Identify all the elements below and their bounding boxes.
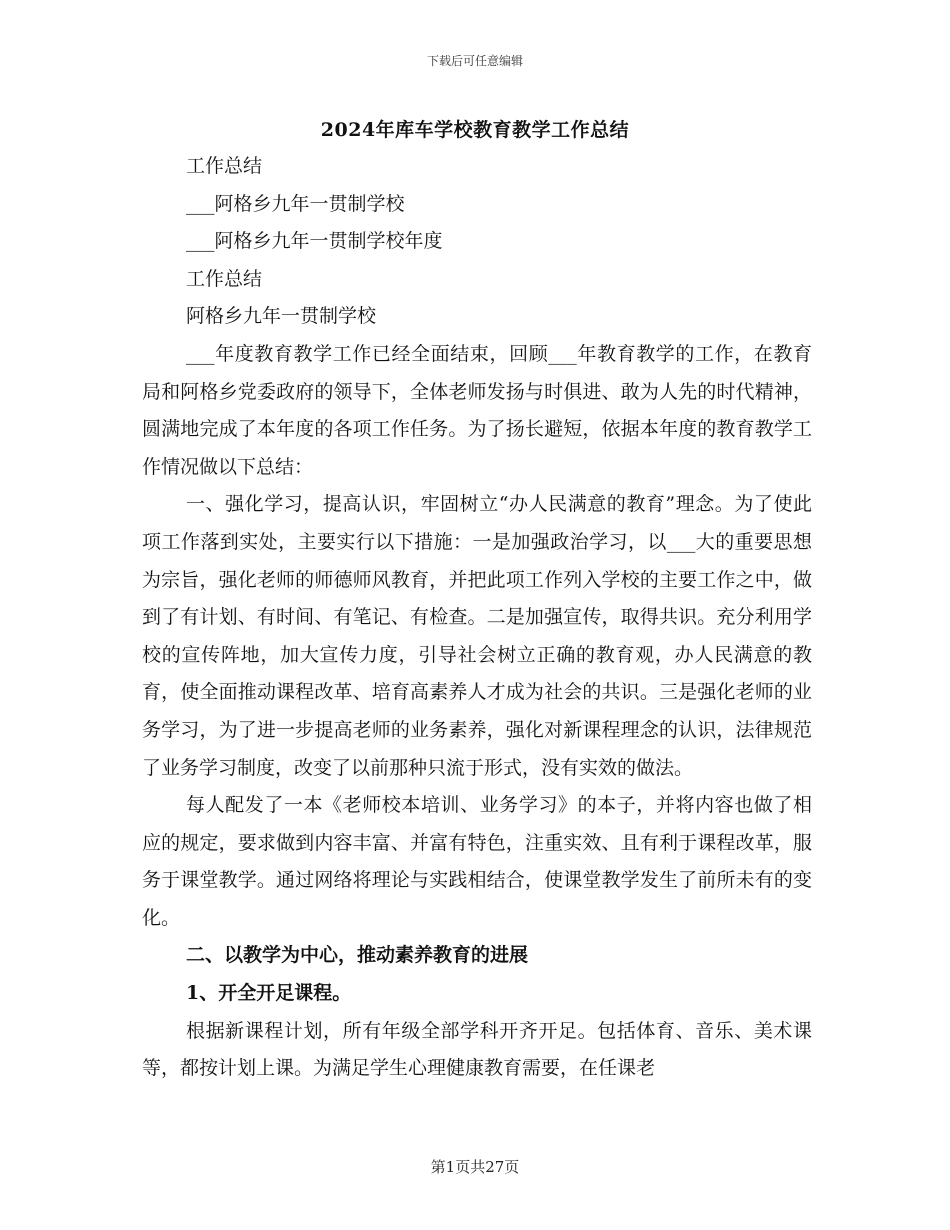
text-line: 工作总结 [186, 155, 263, 177]
page-footer: 第1页共27页 [430, 1158, 520, 1176]
text-line: 工作总结 [186, 267, 263, 290]
body-paragraph: 根据新课程计划，所有年级全部学科开齐开足。包括体育、音乐、美术课等，都按计划上课。为满足学生心理健康教育需要，在任课老 [142, 1019, 812, 1080]
section-heading: 二、以教学为中心，推动素养教育的进展 [186, 944, 529, 967]
text-line: ___阿格乡九年一贯制学校年度 [186, 230, 443, 253]
text-line: 阿格乡九年一贯制学校 [186, 305, 377, 328]
page-header-note: 下载后可任意编辑 [426, 54, 523, 68]
subsection-heading: 1、开全开足课程。 [186, 982, 352, 1005]
text-line: ___阿格乡九年一贯制学校 [186, 192, 405, 215]
document-body [142, 148, 812, 1088]
body-paragraph: ___年度教育教学工作已经全面结束，回顾___年教育教学的工作，在教育局和阿格乡党委政府的领导下，全体老师发扬与时俱进、敢为人先的时代精神，圆满地完成了本年度的各项工作任务。为了扬长避短，依据本年度的教育教学工作情况做以下总结： [142, 342, 812, 478]
body-paragraph: 一、强化学习，提高认识，牢固树立“办人民满意的教育”理念。为了使此项工作落到实处，主要实行以下措施：一是加强政治学习，以___大的重要思想为宗旨，强化老师的师德师风教育，并把此项工作列入学校的主要工作之中，做到了有计划、有时间、有笔记、有检查。二是加强宣传，取得共识。充分利用学校的宣传阵地，加大宣传力度，引导社会树立正确的教育观，办人民满意的教育，使全面推动课程改革、培育高素养人才成为社会的共识。三是强化老师的业务学习，为了进一步提高老师的业务素养，强化对新课程理念的认识，法律规范了业务学习制度，改变了以前那种只流于形式，没有实效的做法。 [142, 493, 812, 779]
body-paragraph: 每人配发了一本《老师校本培训、业务学习》的本子，并将内容也做了相应的规定，要求做到内容丰富、并富有特色，注重实效、且有利于课程改革，服务于课堂教学。通过网络将理论与实践相结合，使课堂教学发生了前所未有的变化。 [142, 794, 812, 929]
document-title: 2024年库车学校教育教学工作总结 [320, 119, 630, 141]
